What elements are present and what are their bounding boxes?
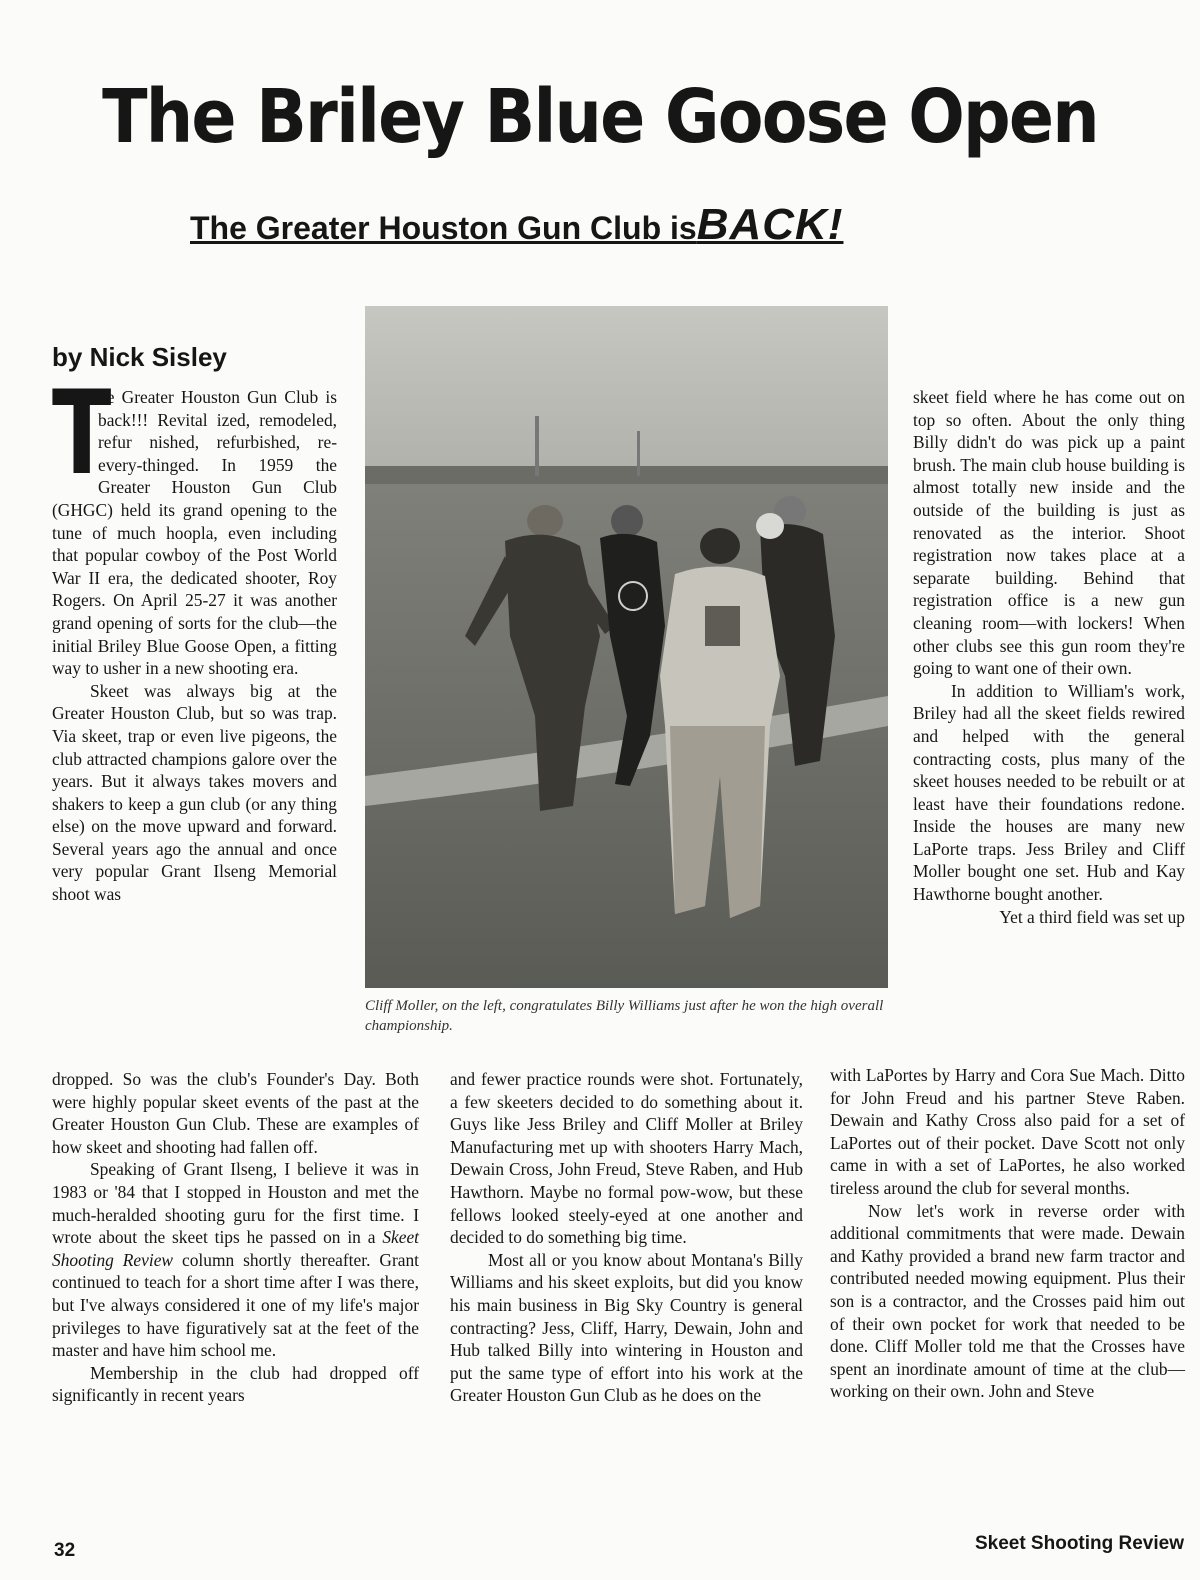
paragraph: dropped. So was the club's Founder's Day. Both were highly popular skeet events of the past at the Greater Houston Gun Club. These are examples of how skeet and shooting had fallen off.: [52, 1069, 419, 1157]
subtitle-text: The Greater Houston Gun Club is: [190, 210, 697, 246]
column-1-lower: [52, 1068, 419, 1407]
paragraph: Membership in the club had dropped off significantly in recent years: [52, 1362, 419, 1406]
magazine-reference: Skeet Shooting Review: [52, 1227, 419, 1270]
photo-caption: Cliff Moller, on the left, congratulates Billy Williams just after he won the high overall championship.: [365, 998, 884, 1034]
column-2: [450, 1068, 803, 1407]
drop-cap: T: [52, 366, 112, 501]
page-number: 32: [54, 1540, 76, 1561]
paragraph: skeet field where he has come out on top so often. About the only thing Billy didn't do was pick up a paint brush. The main club house building is almost totally new inside and the outside of the building is just as renovated as the interior. Shoot registration now takes place at a separate building. Behind that registration office is a new gun cleaning room—with lockers! When other clubs see this gun room they're going to want one of their own.: [913, 387, 1185, 679]
paragraph-text: Speaking of Grant Ilseng, I believe it was in 1983 or '84 that I stopped in Houston and met the much-heralded shooting guru for the first time. I wrote about the skeet tips he passed on in a: [52, 1159, 419, 1248]
magazine-name: Skeet Shooting Review: [974, 1533, 1184, 1554]
paragraph: Yet a third field was set up: [999, 906, 1185, 927]
paragraph: with LaPortes by Harry and Cora Sue Mach. Ditto for John Freud and his partner Steve Raben. Dewain and Kathy Cross also paid for a set of LaPortes out of their pocket. Dave Scott not only came in with a set of LaPortes, he also worked tireless around the club for several months.: [830, 1065, 1185, 1198]
column-1-upper: [52, 366, 337, 906]
photo-illustration: [365, 306, 888, 988]
paragraph: Skeet was always big at the Greater Houston Club, but so was trap. Via skeet, trap or even live pigeons, the club attracted champions galore over the years. But it always takes movers and shakers to keep a gun club (or any thing else) on the move upward and forward. Several years ago the annual and once very popular Grant Ilseng Memorial shoot was: [52, 680, 337, 905]
paragraph: [52, 1158, 419, 1361]
column-3-lower: [830, 1064, 1185, 1403]
paragraph: In addition to William's work, Briley had all the skeet fields rewired and helped with the general contracting costs, plus many of the skeet houses needed to be rebuilt or at least have their foundations redone. Inside the houses are many new LaPorte traps. Jess Briley and Cliff Moller bought one set. Hub and Kay Hawthorne bought another.: [913, 680, 1185, 905]
paragraph: and fewer practice rounds were shot. Fortunately, a few skeeters decided to do something about it. Guys like Jess Briley and Cliff Moller at Briley Manufacturing met up with shooters Harry Mach, Dewain Cross, John Freud, Steve Raben, and Hub Hawthorn. Maybe no formal pow-wow, but these fellows looked steely-eyed at one another and decided to do something big time.: [450, 1069, 803, 1248]
article-photo: [365, 306, 888, 988]
paragraph: Most all or you know about Montana's Billy Williams and his skeet exploits, but did you know his main business in Big Sky Country is general contracting? Jess, Cliff, Harry, Dewain, John and Hub talked Billy into wintering in Houston and put the same type of effort into his work at the Greater Houston Gun Club as he does on the: [450, 1249, 803, 1406]
subtitle-emphasis: BACK!: [696, 200, 844, 249]
paragraph-text: he Greater Houston Gun Club is back!!! Revital ized, remodeled, refur nished, refurbished, re-every-thinged. In 1959 the Greater Houston Gun Club (GHGC) held its grand opening to the tune of much hoopla, even including that popular cowboy of the Post World War II era, the dedicated shooter, Roy Rogers. On April 25-27 it was another grand opening of sorts for the club—the initial Briley Blue Goose Open, a fitting way to usher in a new shooting era.: [52, 387, 337, 679]
byline: by Nick Sisley: [52, 342, 227, 372]
article-subtitle: [190, 200, 843, 250]
paragraph-text: column shortly thereafter. Grant continued to teach for a short time after I was there, but I've always considered it one of my life's major privileges to have figuratively sat at the feet of the master and have him school me.: [52, 1249, 419, 1361]
paragraph: Now let's work in reverse order with additional commitments that were made. Dewain and Kathy provided a brand new farm tractor and contributed needed mowing equipment. Plus their son is a contractor, and the Crosses paid him out of their own pocket for work that needed to be done. Cliff Moller told me that the Crosses have spent an inordinate amount of time at the club—working on their own. John and Steve: [830, 1200, 1185, 1402]
column-3-upper: [913, 386, 1185, 928]
paragraph: [52, 366, 337, 680]
article-title: The Briley Blue Goose Open: [102, 74, 1098, 160]
